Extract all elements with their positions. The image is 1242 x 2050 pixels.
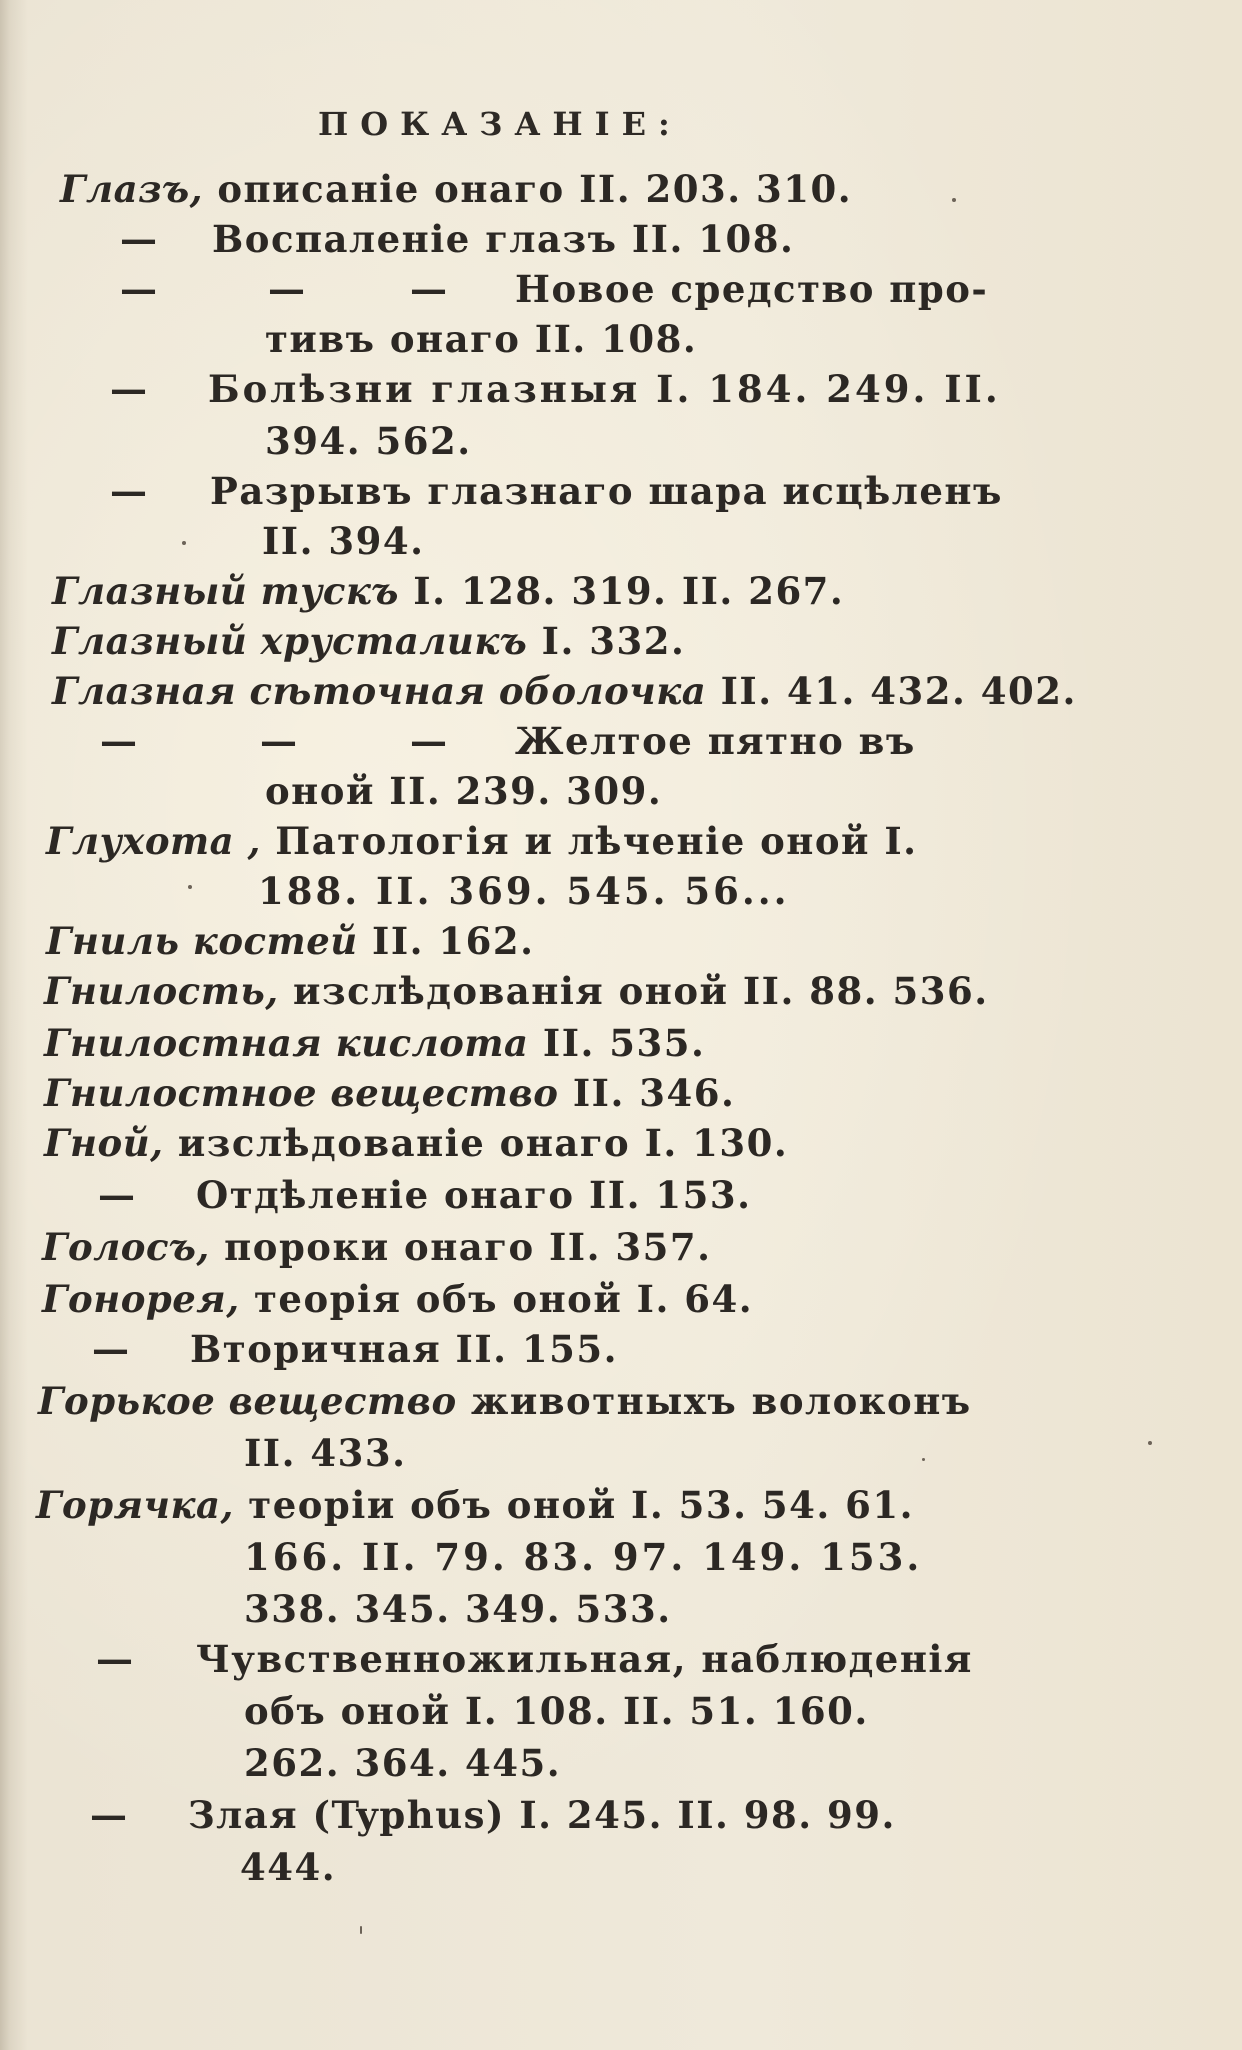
entry-text: животныхъ волоконъ [456, 1379, 972, 1423]
entry-text: Разрывъ глазнаго шара исцѣленъ [210, 469, 1003, 513]
entry-text: Желтое пятно въ [515, 719, 916, 763]
entry-term: Глухота , [46, 819, 261, 863]
entry-term: Горячка, [36, 1483, 234, 1527]
entry-dash: — [100, 719, 139, 763]
entry-dash: — [120, 217, 159, 261]
entry-text: теоріи объ оной I. 53. 54. 61. [233, 1483, 914, 1527]
entry-text: II. 41. 432. 402. [706, 669, 1077, 713]
entry-text: Болѣзни глазныя I. 184. 249. II. [208, 367, 1001, 411]
entry-text: тивъ онаго II. 108. [265, 317, 698, 361]
entry-text: I. 128. 319. II. 267. [398, 569, 845, 613]
paper-speck [952, 198, 956, 202]
entry-text: 394. 562. [265, 419, 472, 463]
entry-text: 338. 345. 349. 533. [244, 1587, 672, 1631]
entry-text: II. 433. [244, 1431, 407, 1475]
page-heading: ПОКАЗАНІЕ: [318, 105, 682, 143]
entry-term: Гной, [44, 1121, 164, 1165]
entry-text: Злая (Typhus) I. 245. II. 98. 99. [188, 1793, 896, 1837]
entry-text: описаніе онаго II. 203. 310. [203, 167, 853, 211]
entry-term: Гнилостная кислота [44, 1021, 529, 1065]
entry-term: Гнилость, [44, 969, 279, 1013]
entry-term: Глазъ, [60, 167, 203, 211]
entry-text: пороки онаго II. 357. [209, 1225, 712, 1269]
entry-term: Глазный хрусталикъ [52, 619, 528, 663]
paper-speck [922, 1458, 925, 1461]
entry-text: 262. 364. 445. [244, 1741, 562, 1785]
entry-dash: — [410, 719, 449, 763]
entry-text: изслѣдованіе онаго I. 130. [163, 1121, 789, 1165]
entry-text: 444. [240, 1845, 337, 1889]
entry-text: Новое средство про- [515, 267, 989, 311]
entry-dash: — [268, 267, 307, 311]
entry-term: Гнилостное вещество [44, 1071, 559, 1115]
entry-text: объ оной I. 108. II. 51. 160. [244, 1689, 869, 1733]
entry-text: Отдѣленіе онаго II. 153. [196, 1173, 752, 1217]
entry-dash: — [260, 719, 299, 763]
entry-term: Глазный тускъ [52, 569, 399, 613]
entry-text: Воспаленіе глазъ II. 108. [212, 217, 795, 261]
entry-text: II. 394. [262, 519, 425, 563]
paper-speck [1148, 1441, 1152, 1445]
entry-text: II. 346. [558, 1071, 736, 1115]
entry-term: Глазная сѣточная оболочка [52, 669, 707, 713]
entry-term: Горькое вещество [38, 1379, 457, 1423]
entry-text: Вторичная II. 155. [190, 1327, 619, 1371]
entry-term: Голосъ, [42, 1225, 210, 1269]
entry-text: I. 332. [527, 619, 686, 663]
entry-text: Чувственножильная, наблюденія [196, 1637, 973, 1681]
paper-speck [188, 885, 192, 889]
entry-term: Гниль костей [46, 919, 358, 963]
entry-text: теорія объ оной I. 64. [239, 1277, 754, 1321]
entry-term: Гонорея, [42, 1277, 240, 1321]
entry-dash: — [120, 267, 159, 311]
entry-text: оной II. 239. 309. [265, 769, 663, 813]
entry-text: II. 162. [357, 919, 535, 963]
entry-dash: — [96, 1637, 135, 1681]
entry-text: 166. II. 79. 83. 97. 149. 153. [244, 1535, 923, 1579]
paper-speck [360, 1926, 362, 1934]
entry-dash: — [90, 1793, 129, 1837]
entry-dash: — [410, 267, 449, 311]
entry-dash: — [98, 1173, 137, 1217]
entry-dash: — [110, 367, 150, 411]
entry-dash: — [92, 1327, 131, 1371]
entry-text: изслѣдованія оной II. 88. 536. [278, 969, 989, 1013]
entry-text: 188. II. 369. 545. 56... [258, 869, 790, 913]
entry-text: Патологія и лѣченіе оной I. [260, 819, 918, 863]
entry-text: II. 535. [528, 1021, 706, 1065]
entry-dash: — [110, 469, 149, 513]
paper-speck [182, 541, 186, 545]
